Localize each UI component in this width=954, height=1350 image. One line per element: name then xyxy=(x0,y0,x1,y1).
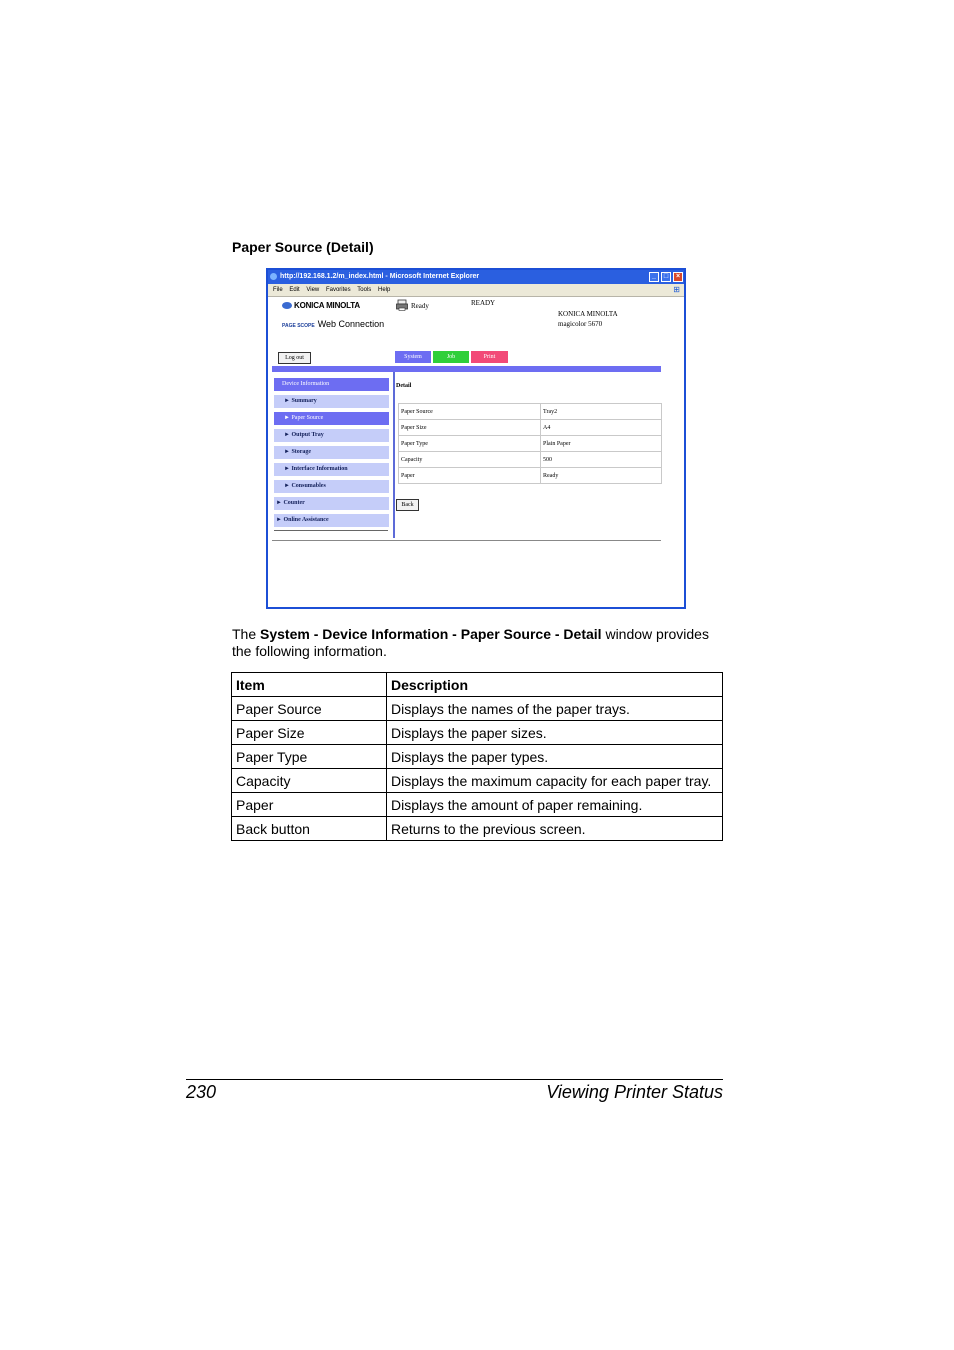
menu-tools[interactable]: Tools xyxy=(357,287,372,293)
content-bottom-rule xyxy=(272,540,661,541)
menu-bar xyxy=(268,284,684,297)
nav-online-assistance[interactable]: ► Online Assistance xyxy=(274,514,389,527)
tab-job[interactable]: Job xyxy=(433,351,469,363)
nav-interface-information[interactable]: ► Interface Information xyxy=(274,463,389,476)
table-row: Paper Type Plain Paper xyxy=(399,436,662,452)
nav-summary[interactable]: ► Summary xyxy=(274,395,389,408)
section-heading: Paper Source (Detail) xyxy=(232,239,374,255)
logout-button[interactable]: Log out xyxy=(278,352,311,364)
table-row: Paper Type Displays the paper types. xyxy=(232,745,723,769)
tab-system[interactable]: System xyxy=(395,351,431,363)
nav-paper-source[interactable]: ► Paper Source xyxy=(274,412,389,425)
menu-view[interactable]: View xyxy=(306,287,320,293)
back-button[interactable]: Back xyxy=(396,499,419,511)
nav-counter[interactable]: ► Counter xyxy=(274,497,389,510)
printer-maker: KONICA MINOLTA xyxy=(558,310,618,318)
tab-underline-bar xyxy=(272,366,661,372)
nav-output-tray[interactable]: ► Output Tray xyxy=(274,429,389,442)
tab-print[interactable]: Print xyxy=(471,351,508,363)
footer-rule xyxy=(186,1079,723,1080)
menu-favorites[interactable]: Favorites xyxy=(325,287,351,293)
status-icon-label: Ready xyxy=(411,302,429,310)
table-row: Paper Displays the amount of paper remaining. xyxy=(232,793,723,817)
window-title: http://192.168.1.2/m_index.html - Microsoft Internet Explorer xyxy=(280,273,480,280)
header-item: Item xyxy=(232,673,387,697)
menu-edit[interactable]: Edit xyxy=(289,287,300,293)
section-title: Viewing Printer Status xyxy=(546,1082,723,1102)
browser-window-screenshot xyxy=(266,268,686,609)
ie-icon xyxy=(270,273,277,280)
status-text: READY xyxy=(471,299,496,307)
pagescope-logo: PAGE SCOPE Web Connection xyxy=(282,319,385,329)
minimize-icon[interactable]: _ xyxy=(649,272,659,282)
menu-file[interactable]: File xyxy=(273,287,283,293)
printer-model: magicolor 5670 xyxy=(558,320,603,328)
table-row: Paper Source Tray2 xyxy=(399,404,662,420)
nav-storage[interactable]: ► Storage xyxy=(274,446,389,459)
table-header-row xyxy=(232,673,723,697)
window-titlebar xyxy=(268,270,684,284)
table-row: Capacity Displays the maximum capacity for each paper tray. xyxy=(232,769,723,793)
table-row: Paper Source Displays the names of the paper trays. xyxy=(232,697,723,721)
header-description: Description xyxy=(387,673,723,697)
printer-icon xyxy=(396,299,408,311)
close-icon[interactable]: × xyxy=(673,272,683,282)
table-row: Paper Size A4 xyxy=(399,420,662,436)
konica-globe-icon xyxy=(282,302,292,309)
table-row: Paper Ready xyxy=(399,468,662,484)
menu-help[interactable]: Help xyxy=(377,287,391,293)
nav-consumables[interactable]: ► Consumables xyxy=(274,480,389,493)
intro-paragraph: The System - Device Information - Paper Source - Detail window provides the following information. xyxy=(232,626,709,659)
detail-table xyxy=(398,403,662,484)
table-row: Paper Size Displays the paper sizes. xyxy=(232,721,723,745)
page-number: 230 xyxy=(186,1082,217,1102)
table-row: Back button Returns to the previous screen. xyxy=(232,817,723,841)
nav-divider xyxy=(274,530,388,531)
table-row: Capacity 500 xyxy=(399,452,662,468)
content-divider xyxy=(393,372,395,538)
maximize-icon[interactable]: □ xyxy=(661,272,671,282)
detail-title: Detail xyxy=(396,383,412,389)
nav-device-information[interactable]: Device Information xyxy=(274,378,389,391)
description-table xyxy=(231,672,723,841)
konica-logo: KONICA MINOLTA xyxy=(282,301,360,310)
windows-flag-icon: ⊞ xyxy=(673,285,680,294)
